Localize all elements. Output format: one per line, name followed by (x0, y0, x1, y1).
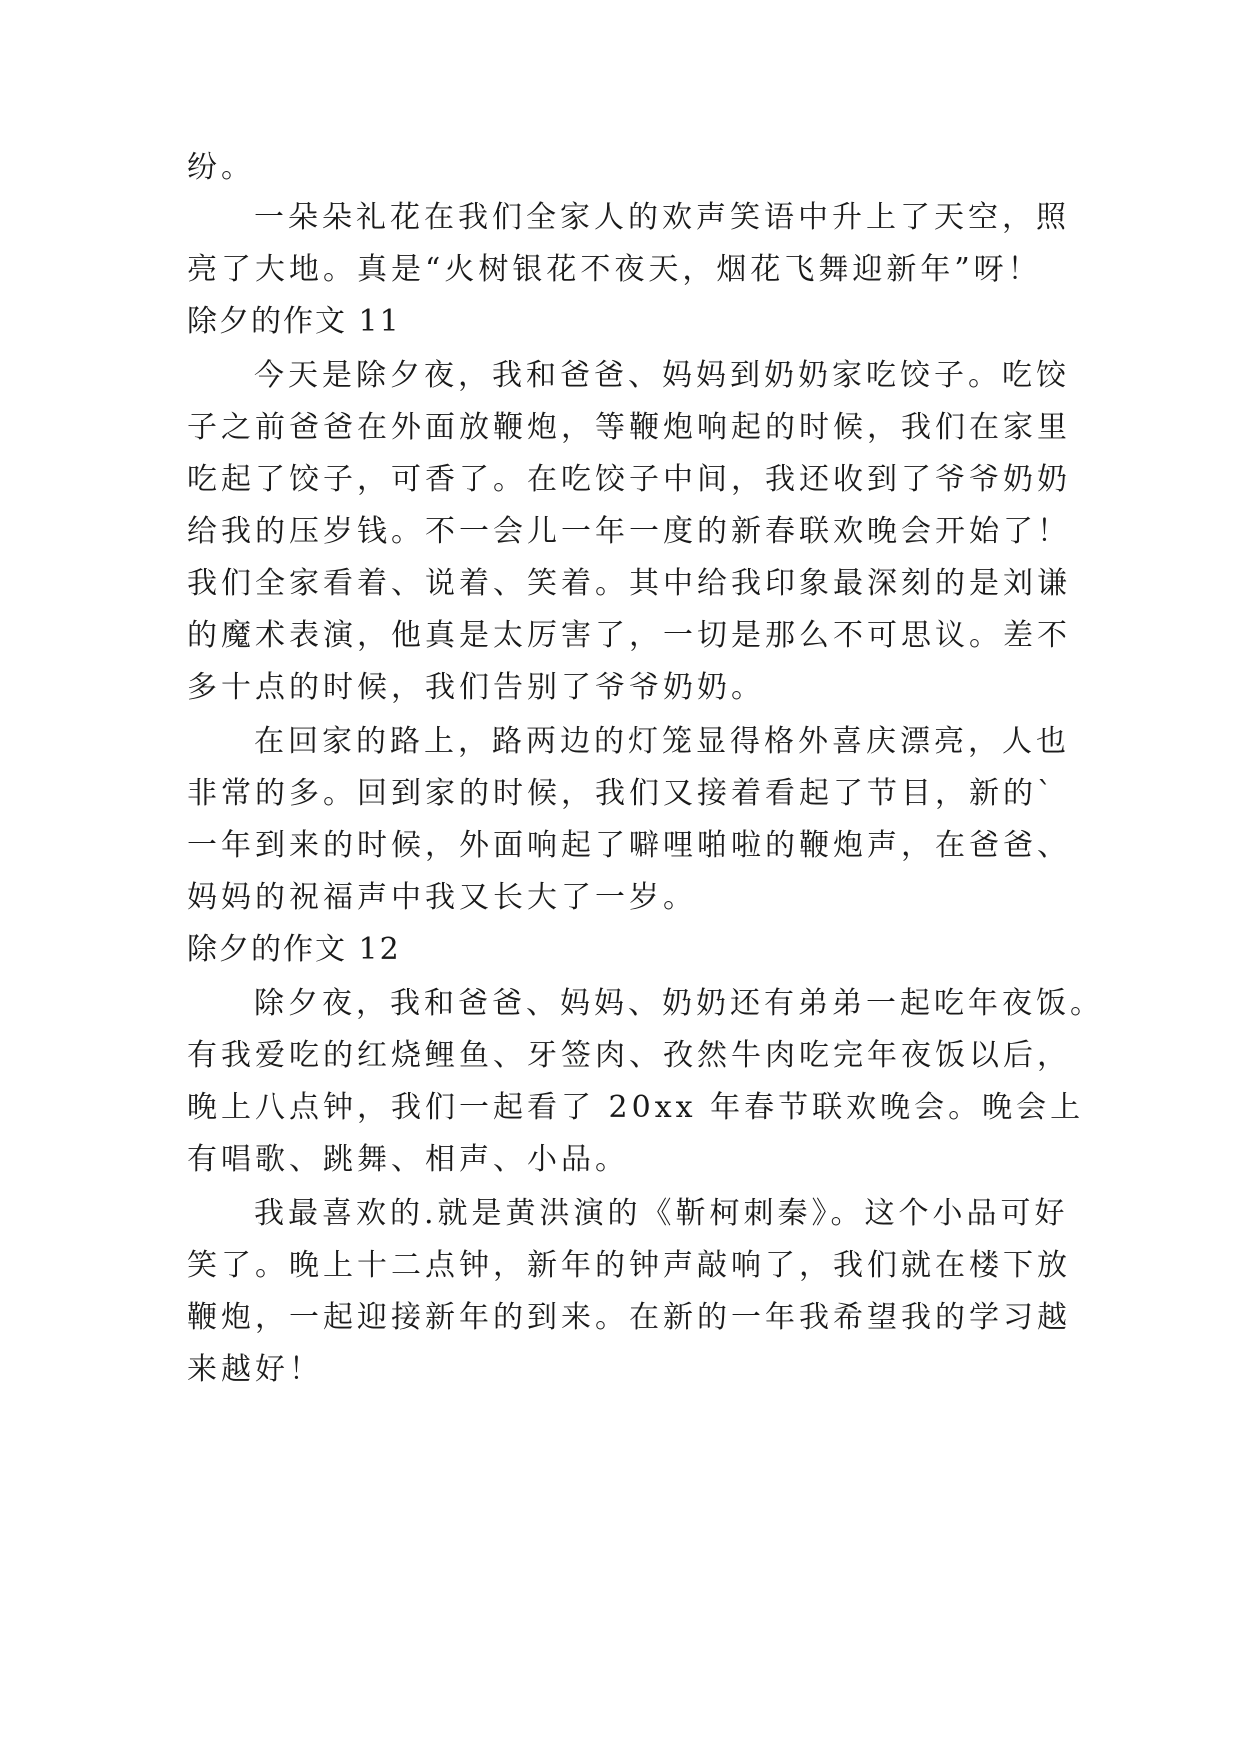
text-line: 吃起了饺子，可香了。在吃饺子中间，我还收到了爷爷奶奶 (187, 462, 1071, 497)
text-line: 子之前爸爸在外面放鞭炮，等鞭炮响起的时候，我们在家里 (187, 410, 1071, 445)
text-line: 妈妈的祝福声中我又长大了一岁。 (187, 880, 697, 915)
text-line: 晚上八点钟，我们一起看了 20xx 年春节联欢晚会。晚会上 (187, 1090, 1085, 1125)
section-heading: 除夕的作文 12 (187, 932, 401, 967)
paragraph-first-line: 在回家的路上，路两边的灯笼显得格外喜庆漂亮，人也 (254, 724, 1070, 759)
paragraph-first-line: 一朵朵礼花在我们全家人的欢声笑语中升上了天空，照 (254, 200, 1070, 235)
text-line: 非常的多。回到家的时候，我们又接着看起了节目，新的` (187, 776, 1056, 811)
paragraph-first-line: 除夕夜，我和爸爸、妈妈、奶奶还有弟弟一起吃年夜饭。 (254, 986, 1104, 1021)
text-line: 给我的压岁钱。不一会儿一年一度的新春联欢晚会开始了！ (187, 514, 1071, 549)
text-line: 多十点的时候，我们告别了爷爷奶奶。 (187, 670, 765, 705)
text-line: 纷。 (187, 150, 255, 185)
paragraph-first-line: 我最喜欢的.就是黄洪演的《靳柯刺秦》。这个小品可好 (254, 1196, 1069, 1231)
text-line: 鞭炮，一起迎接新年的到来。在新的一年我希望我的学习越 (187, 1300, 1071, 1335)
text-line: 亮了大地。真是“火树银花不夜天，烟花飞舞迎新年”呀！ (187, 252, 1042, 287)
text-line: 有我爱吃的红烧鲤鱼、牙签肉、孜然牛肉吃完年夜饭以后， (187, 1038, 1071, 1073)
paragraph-first-line: 今天是除夕夜，我和爸爸、妈妈到奶奶家吃饺子。吃饺 (254, 358, 1070, 393)
text-line: 的魔术表演，他真是太厉害了，一切是那么不可思议。差不 (187, 618, 1071, 653)
text-line: 来越好！ (187, 1352, 323, 1387)
text-line: 笑了。晚上十二点钟，新年的钟声敲响了，我们就在楼下放 (187, 1248, 1071, 1283)
text-line: 我们全家看着、说着、笑着。其中给我印象最深刻的是刘谦 (187, 566, 1071, 601)
text-line: 有唱歌、跳舞、相声、小品。 (187, 1142, 629, 1177)
section-heading: 除夕的作文 11 (187, 304, 401, 339)
text-line: 一年到来的时候，外面响起了噼哩啪啦的鞭炮声，在爸爸、 (187, 828, 1071, 863)
